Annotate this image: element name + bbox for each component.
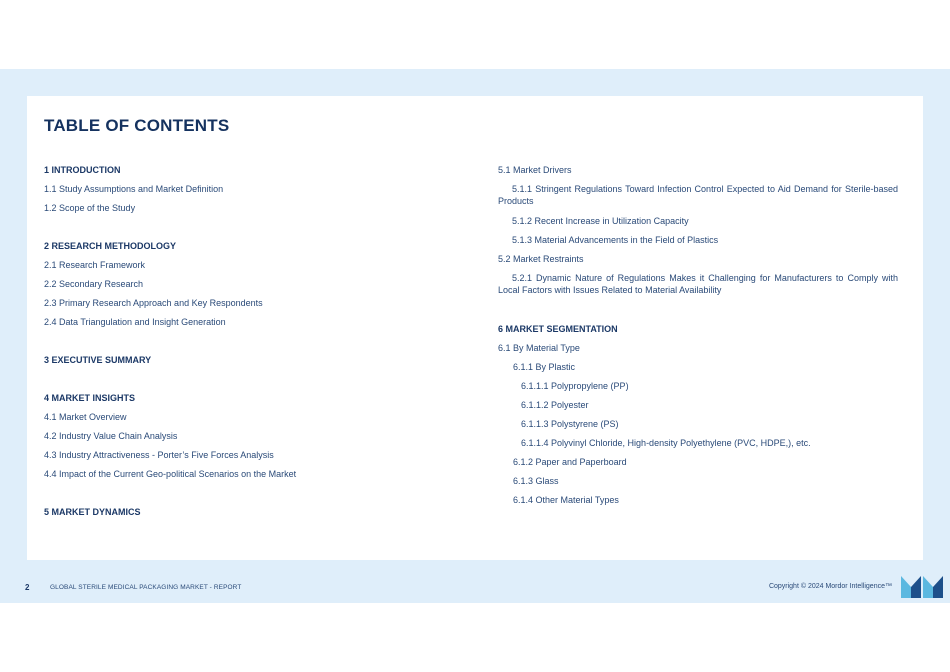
toc-item: 6.1.1.2 Polyester [521,400,589,410]
toc-item: 6.1 By Material Type [498,343,580,353]
content-card [27,96,923,560]
logo-shape-right [923,576,933,598]
toc-item: 5.2 Market Restraints [498,254,584,264]
toc-item: 1.2 Scope of the Study [44,203,136,213]
toc-item: 6.1.1.4 Polyvinyl Chloride, High-density Polyethylene (PVC, HDPE,), etc. [521,438,811,448]
report-name: GLOBAL STERILE MEDICAL PACKAGING MARKET - REPORT [50,584,242,591]
toc-item: 6.1.1.1 Polypropylene (PP) [521,381,629,391]
toc-item: 2.4 Data Triangulation and Insight Generation [44,317,226,327]
page-number: 2 [25,583,30,592]
toc-item: 2.1 Research Framework [44,260,146,270]
toc-item: 6.1.3 Glass [513,476,559,486]
toc-item: 6.1.2 Paper and Paperboard [513,457,627,467]
logo-shape-end [933,576,943,598]
toc-heading: 4 MARKET INSIGHTS [44,393,136,403]
mordor-intelligence-logo [901,576,943,598]
logo-shape-left [901,576,911,598]
toc-item: 6.1.1.3 Polystyrene (PS) [521,419,619,429]
toc-item: 5.1.1 Stringent Regulations Toward Infection Control Expected to Aid Demand for Sterile-based Products [498,184,898,206]
toc-item: 6.1.1 By Plastic [513,362,576,372]
toc-item: 1.1 Study Assumptions and Market Definition [44,184,224,194]
toc-item: 2.3 Primary Research Approach and Key Respondents [44,298,263,308]
toc-heading: 2 RESEARCH METHODOLOGY [44,241,177,251]
logo-shape-mid [911,576,921,598]
toc-item: 4.1 Market Overview [44,412,127,422]
toc-item: 6.1.4 Other Material Types [513,495,619,505]
toc-item: 4.4 Impact of the Current Geo-political Scenarios on the Market [44,469,297,479]
toc-item: 2.2 Secondary Research [44,279,144,289]
toc-heading: 6 MARKET SEGMENTATION [498,324,618,334]
toc-item: 5.1.2 Recent Increase in Utilization Capacity [512,216,689,226]
page-title: TABLE OF CONTENTS [44,116,230,135]
toc-item: 4.2 Industry Value Chain Analysis [44,431,178,441]
toc-item: 4.3 Industry Attractiveness - Porter’s Five Forces Analysis [44,450,274,460]
toc-item: 5.2.1 Dynamic Nature of Regulations Makes it Challenging for Manufacturers to Comply with Local Factors with Issues Related to Material Availability [498,273,898,295]
toc-heading: 5 MARKET DYNAMICS [44,507,141,517]
toc-item: 5.1 Market Drivers [498,165,572,175]
toc-heading: 3 EXECUTIVE SUMMARY [44,355,152,365]
copyright-text: Copyright © 2024 Mordor Intelligence™ [768,583,892,590]
toc-item: 5.1.3 Material Advancements in the Field of Plastics [512,235,719,245]
toc-heading: 1 INTRODUCTION [44,165,121,175]
